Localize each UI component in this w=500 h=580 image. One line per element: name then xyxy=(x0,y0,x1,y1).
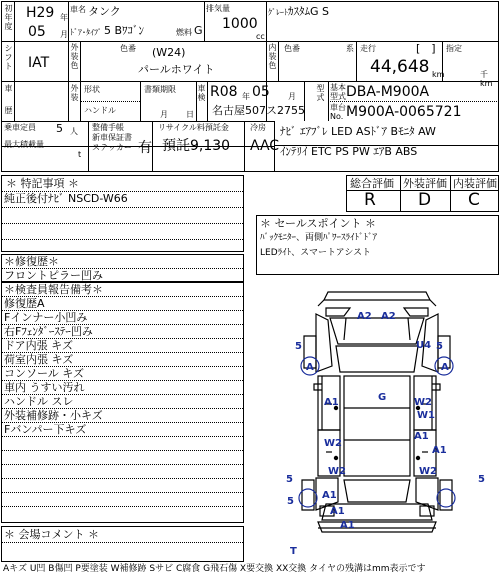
damage-label: T xyxy=(290,546,297,557)
damage-label: 5 xyxy=(478,474,485,485)
damage-legend: Aキズ U凹 B傷凹 P要塗装 W補修跡 Sサビ C腐食 G飛石傷 X要交換 XX交換 タイヤの残溝はmm表示です xyxy=(3,564,426,574)
overall-rating: R xyxy=(364,190,376,210)
interior-rating-label: 内装評価 xyxy=(453,177,497,190)
inspector-note: ハンドル スレ xyxy=(4,395,74,408)
inspector-note: Fインナー小凹み xyxy=(4,311,88,324)
grade: ｶｽﾀﾑG S xyxy=(288,5,330,18)
damage-label: W2 xyxy=(414,397,432,408)
damage-label: 5 xyxy=(286,474,293,485)
car-damage-diagram xyxy=(256,280,500,564)
inspector-note: ドア内張 キズ xyxy=(4,339,73,352)
repair-history-1: フロントピラー凹み xyxy=(4,269,103,282)
sales-point-2: LEDﾗｲﾄ、スマートアシスト xyxy=(260,248,372,258)
inspector-note: 車内 うすい汚れ xyxy=(4,381,85,394)
repair-history-title: ＊修復歴＊ xyxy=(4,255,59,268)
damage-label: A1 xyxy=(322,490,337,501)
damage-label: 5 xyxy=(436,341,443,352)
door-type: 5 Bﾜｺﾞﾝ xyxy=(104,24,145,37)
damage-label: A1 xyxy=(432,445,447,456)
inspector-note: 荷室内張 キズ xyxy=(4,353,74,366)
damage-label: G xyxy=(378,392,387,403)
sales-point-1: ﾊﾞｯｸﾓﾆﾀｰ、両側ﾊﾟﾜｰｽﾗｲﾄﾞﾄﾞｱ xyxy=(260,233,378,243)
sales-point-title: ＊ セールスポイント ＊ xyxy=(260,217,377,230)
damage-label: 5 xyxy=(287,496,294,507)
inspector-note: コンソール キズ xyxy=(4,367,85,380)
capacity: 5 xyxy=(56,122,63,135)
damage-label: A1 xyxy=(414,431,429,442)
damage-label: U4 xyxy=(416,340,432,351)
car-name: タンク xyxy=(88,5,121,18)
equipment-line-1: ﾅﾋﾞ ｴｱﾌﾞﾚ LED ASﾄﾞｱ Bﾓﾆﾀ AW xyxy=(280,125,436,138)
damage-label: A2 xyxy=(357,311,372,322)
overall-rating-label: 総合評価 xyxy=(350,177,394,190)
inspector-note: 右Fﾌｪﾝﾀﾞｰｽﾃｰ凹み xyxy=(4,325,93,338)
interior-rating: C xyxy=(468,190,480,210)
damage-label: A1 xyxy=(330,506,345,517)
color-code: (W24) xyxy=(152,46,186,59)
recycle-fee: 預託9,130 xyxy=(162,138,231,154)
inspector-note: 外装補修跡・小キズ xyxy=(4,409,103,422)
exterior-rating-label: 外装評価 xyxy=(403,177,447,190)
damage-label: A xyxy=(441,362,449,373)
maintenance-record: 有 xyxy=(138,140,152,156)
mileage: 44,648 xyxy=(370,57,430,77)
color-name: パールホワイト xyxy=(138,63,215,76)
damage-label: W2 xyxy=(419,466,437,477)
chassis-number: M900A-0065721 xyxy=(346,104,462,120)
shift-type: IAT xyxy=(28,55,50,71)
damage-label: 5 xyxy=(295,341,302,352)
air-conditioning: AAC xyxy=(250,138,280,154)
first-registration-month: 05 xyxy=(28,24,46,40)
license-plate: 名古屋507ス2755 xyxy=(212,104,305,117)
first-registration-label: 初年度 xyxy=(4,4,13,31)
damage-label: A2 xyxy=(381,311,396,322)
damage-label: W2 xyxy=(324,438,342,449)
special-note-1: 純正後付ﾅﾋﾞ NSCD-W66 xyxy=(4,192,128,205)
displacement: 1000 xyxy=(222,16,258,32)
inspector-note: Fバンパー下キズ xyxy=(4,423,87,436)
damage-label: W1 xyxy=(417,410,435,421)
inspector-notes-title: ＊検査員報告備考＊ xyxy=(4,283,103,296)
fuel-type: G xyxy=(194,24,203,37)
damage-label: A1 xyxy=(324,397,339,408)
damage-label: A1 xyxy=(340,520,355,531)
damage-label: A xyxy=(306,362,314,373)
equipment-line-2: ｲﾝﾃﾘｲ ETC PS PW ｴｱB ABS xyxy=(280,145,418,158)
special-notes-title: ＊ 特記事項 ＊ xyxy=(6,177,79,190)
inspector-note: 修復歴A xyxy=(4,297,45,310)
venue-comment-title: ＊ 会場コメント ＊ xyxy=(4,528,99,541)
inspection-month: 05 xyxy=(252,84,270,100)
damage-label: W2 xyxy=(328,466,346,477)
inspection-expiry: R08 xyxy=(210,84,238,100)
model-code: DBA-M900A xyxy=(346,84,430,100)
first-registration-year: H29 xyxy=(26,5,55,21)
exterior-rating: D xyxy=(418,190,432,210)
